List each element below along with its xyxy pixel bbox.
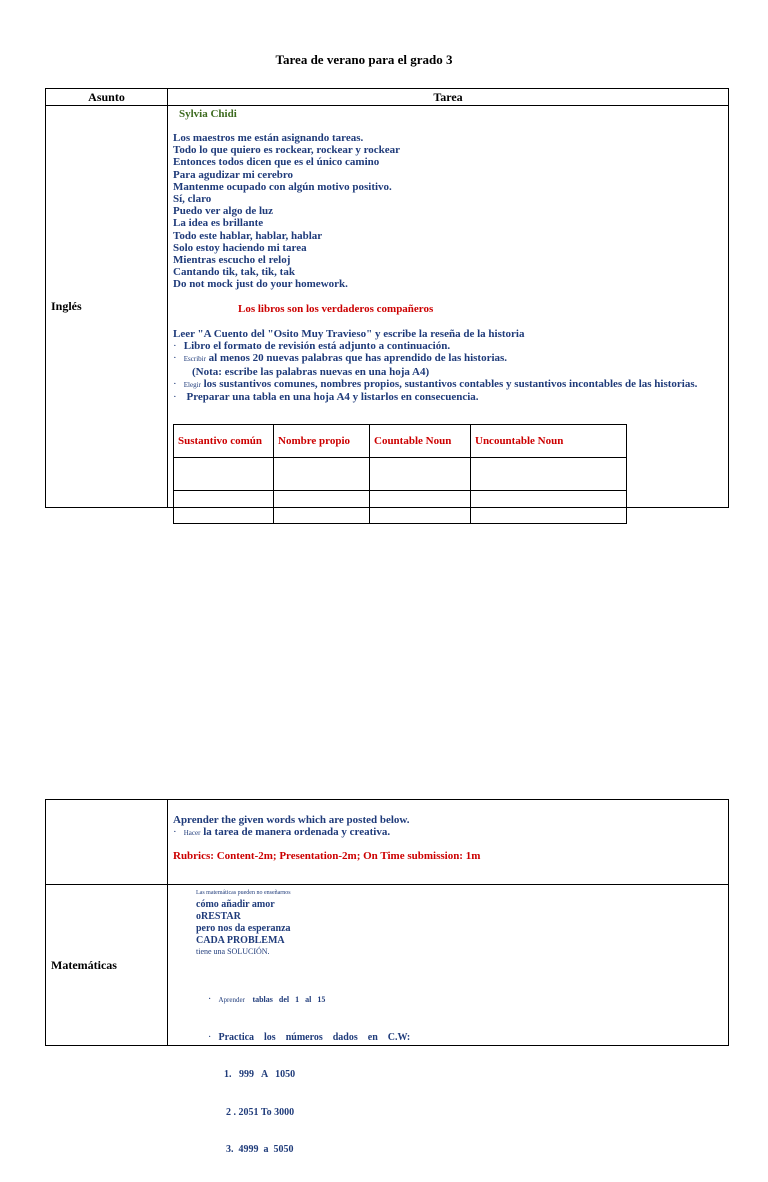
poem-line: Entonces todos dicen que es el único camino (173, 156, 380, 169)
noun-table-header: Countable Noun (370, 425, 471, 458)
poem-line: Solo estoy haciendo mi tarea (173, 241, 307, 254)
header-task: Tarea (168, 89, 729, 106)
poem-author: Sylvia Chidi (179, 108, 237, 120)
noun-table-cell (274, 491, 370, 524)
homework-table-continued (45, 799, 729, 1155)
math-poem-line: CADA PROBLEMA (196, 935, 285, 946)
subject-ingles: Inglés (46, 106, 168, 508)
task-ingles-continued (168, 800, 729, 885)
poem-line: Todo este hablar, hablar, hablar (173, 229, 323, 242)
poem-line: Todo lo que quiero es rockear, rockear y rockear (173, 144, 401, 157)
poem-line: La idea es brillante (173, 217, 264, 230)
bullet-item: · Hacer la tarea de manera ordenada y creativa. (173, 826, 391, 838)
poem (173, 132, 400, 291)
task-matematicas (168, 885, 729, 1155)
ingles-task-list (173, 328, 697, 403)
math-poem: Las matemáticas pueden no enseñarnos cómo añadir amor oRESTAR pero nos da esperanza CADA PROBLEMA tiene una SOLUCIÓN. (196, 890, 291, 956)
noun-table (173, 424, 627, 524)
header-subject: Asunto (46, 89, 168, 106)
page-title: Tarea de verano para el grado 3 (275, 52, 453, 67)
bullet-icon: · (173, 391, 177, 404)
bullet-note: (Nota: escribe las palabras nuevas en una hoja A4) (192, 365, 430, 378)
math-task-list (208, 969, 410, 1182)
poem-line: Cantando tik, tak, tik, tak (173, 266, 295, 279)
bullet-icon: · (173, 377, 177, 390)
poem-line: Sí, claro (173, 193, 212, 206)
bullet-item: · Aprender tablas del 1 al 15 (208, 994, 326, 1005)
rubrics-line: Rubrics: Content-2m; Presentation-2m; On Time submission: 1m (173, 850, 481, 862)
noun-table-cell (174, 458, 274, 491)
math-poem-line: pero nos da esperanza (196, 923, 291, 934)
poem-line: Los maestros me están asignando tareas. (173, 132, 364, 144)
noun-table-cell (370, 491, 471, 524)
noun-table-header: Sustantivo común (174, 425, 274, 458)
bullet-icon: · (173, 340, 177, 353)
math-poem-line: cómo añadir amor (196, 899, 275, 910)
bullet-icon: · (208, 1031, 212, 1043)
noun-table-cell (370, 458, 471, 491)
math-poem-line: oRESTAR (196, 911, 241, 922)
task-ingles (168, 106, 729, 508)
bullet-item: · Libro el formato de revisión está adjunto a continuación. (173, 340, 451, 353)
poem-line: Do not mock just do your homework. (173, 278, 348, 291)
learn-words-line: Aprender the given words which are posted below. (173, 814, 410, 826)
bullet-icon: · (173, 352, 177, 365)
books-quote: Los libros son los verdaderos compañeros (238, 303, 434, 315)
poem-line: Mientras escucho el reloj (173, 254, 291, 267)
bullet-icon: · (208, 994, 212, 1005)
read-instruction: Leer "A Cuento del "Osito Muy Travieso" y escribe la reseña de la historia (173, 328, 525, 340)
number-range: 2 . 2051 To 3000 (226, 1106, 295, 1118)
homework-table (45, 88, 729, 508)
poem-line: Para agudizar mi cerebro (173, 168, 294, 181)
bullet-item: · Preparar una tabla en una hoja A4 y listarlos en consecuencia. (173, 391, 479, 404)
poem-line: Mantenme ocupado con algún motivo positivo. (173, 180, 392, 193)
noun-table-header: Uncountable Noun (471, 425, 627, 458)
noun-table-cell (274, 458, 370, 491)
poem-line: Puedo ver algo de luz (173, 205, 274, 218)
noun-table-cell (174, 491, 274, 524)
bullet-item: · Practica los números dados en C.W: (208, 1031, 411, 1043)
bullet-item: · Escribir al menos 20 nuevas palabras que has aprendido de las historias. (173, 352, 508, 365)
subject-matematicas: Matemáticas (46, 885, 168, 1046)
noun-table-cell (471, 458, 627, 491)
bullet-icon: · (173, 826, 177, 838)
bullet-item: · Elegir los sustantivos comunes, nombres propios, sustantivos contables y sustantivos incontables de las historias. (173, 377, 698, 390)
subject-empty (46, 800, 168, 885)
noun-table-header: Nombre propio (274, 425, 370, 458)
number-range: 3. 4999 a 5050 (226, 1144, 294, 1155)
noun-table-cell (471, 491, 627, 524)
number-range: 1. 999 A 1050 (224, 1069, 296, 1080)
